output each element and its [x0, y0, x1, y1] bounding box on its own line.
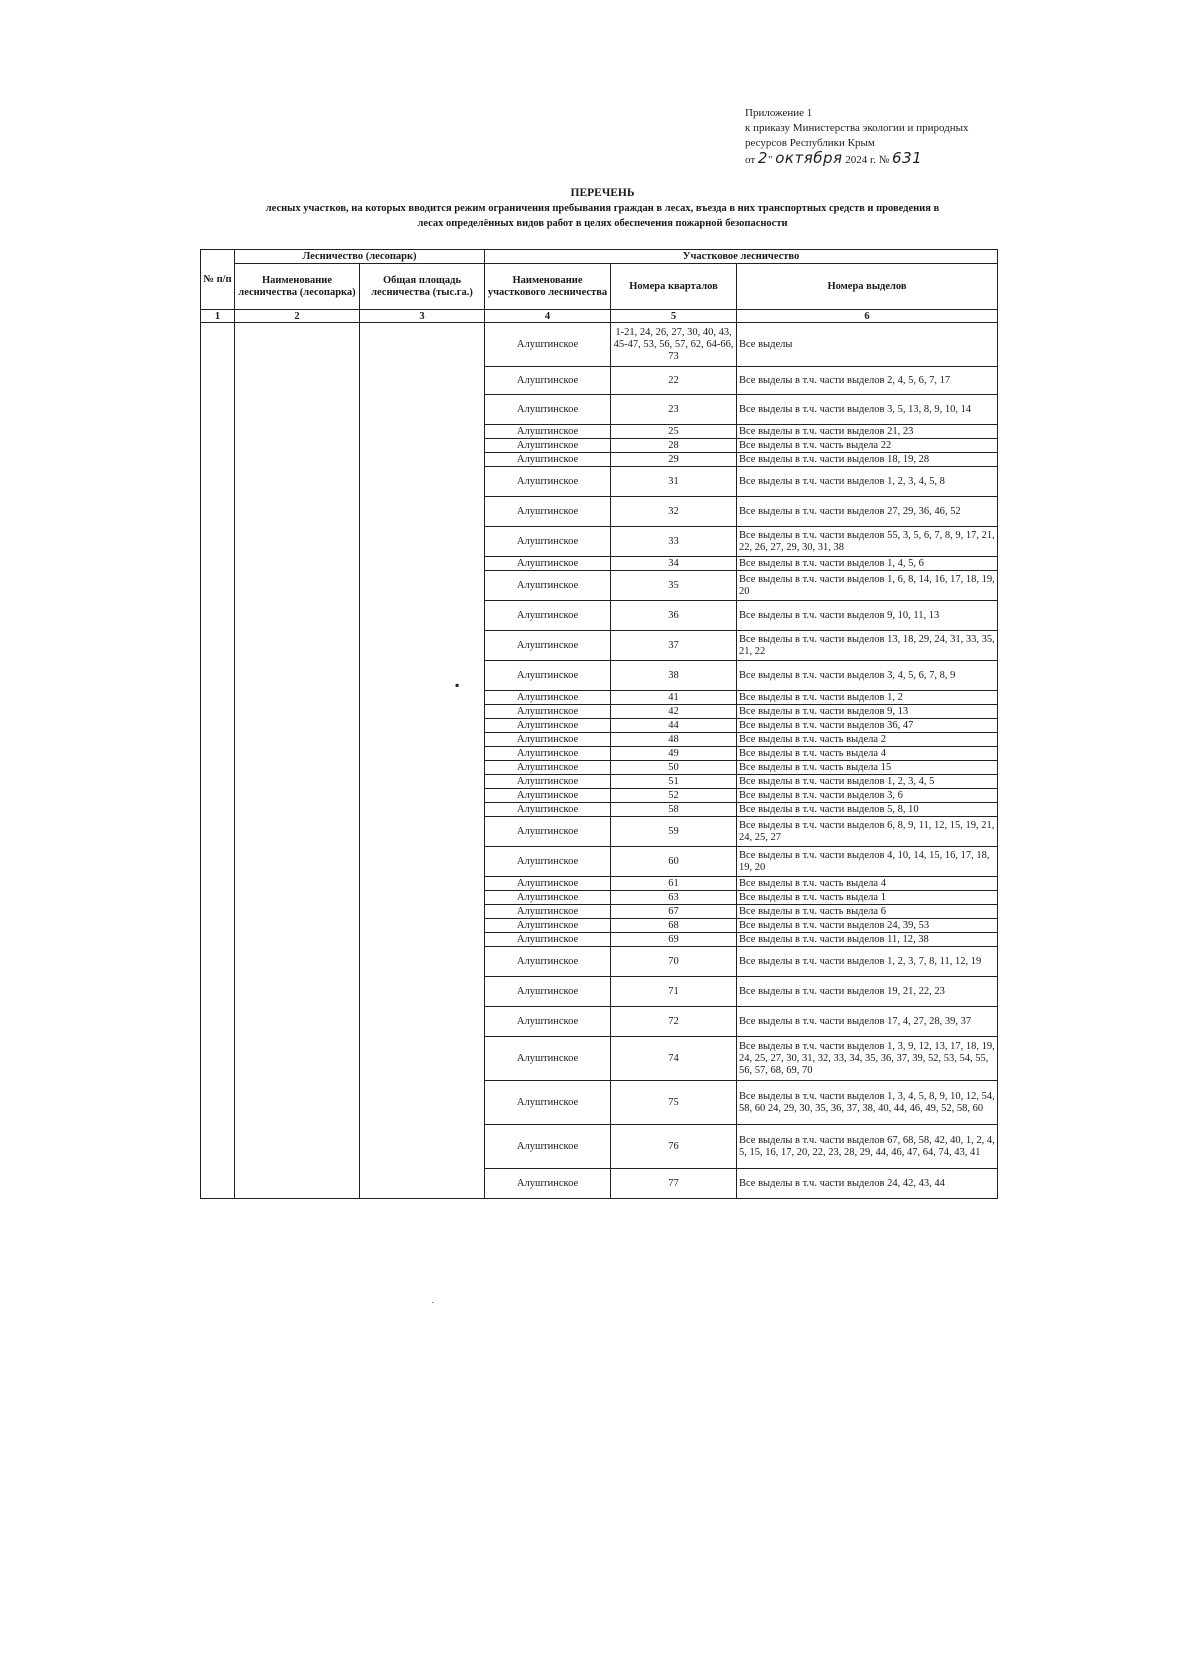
cell-quarter: 71: [611, 977, 737, 1007]
cell-plots: Все выделы в т.ч. часть выдела 15: [737, 761, 998, 775]
cell-plots: Все выделы в т.ч. части выделов 3, 5, 13, 8, 9, 10, 14: [737, 395, 998, 425]
cell-plots: Все выделы в т.ч. части выделов 36, 47: [737, 719, 998, 733]
col-number-6: 6: [737, 310, 998, 323]
title-heading: ПЕРЕЧЕНЬ: [570, 187, 635, 199]
cell-plots: Все выделы в т.ч. части выделов 6, 8, 9, 11, 12, 15, 19, 21, 24, 25, 27: [737, 817, 998, 847]
cell-district: Алуштинское: [485, 733, 611, 747]
cell-quarter: 32: [611, 497, 737, 527]
title-line-1: лесных участков, на которых вводится режим ограничения пребывания граждан в лесах, въезда в них транспортных средств и проведения в: [265, 203, 940, 214]
cell-district: Алуштинское: [485, 601, 611, 631]
cell-plots: Все выделы в т.ч. части выделов 1, 3, 4, 5, 8, 9, 10, 12, 54, 58, 60 24, 29, 30, 35, 36, 37, 38, 40, 44, 46, 49, 52, 58, 60: [737, 1081, 998, 1125]
cell-plots: Все выделы в т.ч. часть выдела 2: [737, 733, 998, 747]
cell-district: Алуштинское: [485, 691, 611, 705]
cell-district: Алуштинское: [485, 1037, 611, 1081]
cell-district: Алуштинское: [485, 425, 611, 439]
appendix-line-1: Приложение 1: [745, 107, 813, 119]
appendix-block: [745, 106, 1005, 168]
appendix-line-3: ресурсов Республики Крым: [745, 137, 875, 149]
cell-district: Алуштинское: [485, 817, 611, 847]
cell-plots: Все выделы в т.ч. части выделов 24, 42, 43, 44: [737, 1169, 998, 1199]
cell-district: Алуштинское: [485, 919, 611, 933]
cell-plots: Все выделы в т.ч. часть выдела 6: [737, 905, 998, 919]
cell-quarter: 50: [611, 761, 737, 775]
appendix-line-2: к приказу Министерства экологии и природных: [745, 122, 969, 134]
cell-plots: Все выделы в т.ч. части выделов 5, 8, 10: [737, 803, 998, 817]
cell-quarter: 48: [611, 733, 737, 747]
cell-plots: Все выделы в т.ч. части выделов 27, 29, 36, 46, 52: [737, 497, 998, 527]
cell-district: Алуштинское: [485, 761, 611, 775]
cell-quarter: 34: [611, 557, 737, 571]
cell-district: Алуштинское: [485, 977, 611, 1007]
header-forestry-name: Наименование лесничества (лесопарка): [235, 264, 360, 310]
cell-quarter: 36: [611, 601, 737, 631]
cell-plots: Все выделы: [737, 323, 998, 367]
cell-plots: Все выделы в т.ч. части выделов 9, 13: [737, 705, 998, 719]
cell-plots: Все выделы в т.ч. части выделов 67, 68, 58, 42, 40, 1, 2, 4, 5, 15, 16, 17, 20, 22, 23, 28, 29, 44, 46, 47, 64, 74, 43, 41: [737, 1125, 998, 1169]
cell-forestry-name: [235, 323, 360, 1199]
header-plots: Номера выделов: [737, 264, 998, 310]
cell-plots: Все выделы в т.ч. части выделов 1, 6, 8, 14, 16, 17, 18, 19, 20: [737, 571, 998, 601]
cell-district: Алуштинское: [485, 891, 611, 905]
cell-district: Алуштинское: [485, 775, 611, 789]
scan-speck: [432, 1302, 434, 1303]
cell-district: Алуштинское: [485, 847, 611, 877]
cell-plots: Все выделы в т.ч. части выделов 24, 39, 53: [737, 919, 998, 933]
col-number-4: 4: [485, 310, 611, 323]
cell-plots: Все выделы в т.ч. часть выдела 4: [737, 747, 998, 761]
cell-district: Алуштинское: [485, 323, 611, 367]
cell-quarter: 72: [611, 1007, 737, 1037]
cell-district: Алуштинское: [485, 1081, 611, 1125]
cell-quarter: 1-21, 24, 26, 27, 30, 40, 43, 45-47, 53, 56, 57, 62, 64-66, 73: [611, 323, 737, 367]
cell-district: Алуштинское: [485, 947, 611, 977]
header-district-group: Участковое лесничество: [485, 250, 998, 264]
cell-quarter: 33: [611, 527, 737, 557]
cell-district: Алуштинское: [485, 789, 611, 803]
cell-quarter: 58: [611, 803, 737, 817]
cell-quarter: 75: [611, 1081, 737, 1125]
cell-district: Алуштинское: [485, 571, 611, 601]
title-line-2: лесах определённых видов работ в целях обеспечения пожарной безопасности: [417, 218, 788, 229]
header-district-name: Наименование участкового лесничества: [485, 264, 611, 310]
cell-quarter: 61: [611, 877, 737, 891]
date-month: октября: [775, 149, 843, 167]
col-number-3: 3: [360, 310, 485, 323]
cell-plots: Все выделы в т.ч. части выделов 1, 2, 3, 7, 8, 11, 12, 19: [737, 947, 998, 977]
cell-district: Алуштинское: [485, 747, 611, 761]
cell-quarter: 63: [611, 891, 737, 905]
cell-district: Алуштинское: [485, 933, 611, 947]
header-area: Общая площадь лесничества (тыс.га.): [360, 264, 485, 310]
cell-district: Алуштинское: [485, 467, 611, 497]
cell-plots: Все выделы в т.ч. часть выдела 4: [737, 877, 998, 891]
cell-district: Алуштинское: [485, 877, 611, 891]
cell-plots: Все выделы в т.ч. часть выдела 1: [737, 891, 998, 905]
cell-district: Алуштинское: [485, 803, 611, 817]
cell-plots: Все выделы в т.ч. части выделов 1, 4, 5, 6: [737, 557, 998, 571]
cell-district: Алуштинское: [485, 439, 611, 453]
stray-mark: ▪: [455, 678, 460, 692]
cell-plots: Все выделы в т.ч. части выделов 13, 18, 29, 24, 31, 33, 35, 21, 22: [737, 631, 998, 661]
appendix-date-line: [745, 151, 1005, 168]
header-quarters: Номера кварталов: [611, 264, 737, 310]
header-forestry-group: Лесничество (лесопарк): [235, 250, 485, 264]
cell-plots: Все выделы в т.ч. части выделов 11, 12, 38: [737, 933, 998, 947]
cell-quarter: 49: [611, 747, 737, 761]
cell-plots: Все выделы в т.ч. части выделов 17, 4, 27, 28, 39, 37: [737, 1007, 998, 1037]
cell-district: Алуштинское: [485, 453, 611, 467]
cell-plots: Все выделы в т.ч. части выделов 2, 4, 5, 6, 7, 17: [737, 367, 998, 395]
cell-district: Алуштинское: [485, 1007, 611, 1037]
date-prefix: от: [745, 154, 756, 166]
cell-quarter: 37: [611, 631, 737, 661]
cell-quarter: 74: [611, 1037, 737, 1081]
cell-quarter: 29: [611, 453, 737, 467]
cell-district: Алуштинское: [485, 719, 611, 733]
table-row: [201, 323, 998, 367]
cell-district: Алуштинское: [485, 905, 611, 919]
cell-quarter: 42: [611, 705, 737, 719]
date-day: 2: [757, 149, 768, 167]
cell-plots: Все выделы в т.ч. части выделов 1, 2, 3, 4, 5: [737, 775, 998, 789]
cell-plots: Все выделы в т.ч. части выделов 1, 2: [737, 691, 998, 705]
table-body: [201, 323, 998, 1199]
cell-plots: Все выделы в т.ч. часть выдела 22: [737, 439, 998, 453]
col-number-1: 1: [201, 310, 235, 323]
cell-quarter: 23: [611, 395, 737, 425]
cell-district: Алуштинское: [485, 631, 611, 661]
col-number-2: 2: [235, 310, 360, 323]
cell-plots: Все выделы в т.ч. части выделов 4, 10, 14, 15, 16, 17, 18, 19, 20: [737, 847, 998, 877]
cell-district: Алуштинское: [485, 1169, 611, 1199]
cell-quarter: 28: [611, 439, 737, 453]
cell-plots: Все выделы в т.ч. части выделов 55, 3, 5, 6, 7, 8, 9, 17, 21, 22, 26, 27, 29, 30, 31, 38: [737, 527, 998, 557]
header-num: № п/п: [201, 250, 235, 310]
cell-district: Алуштинское: [485, 527, 611, 557]
cell-district: Алуштинское: [485, 557, 611, 571]
cell-quarter: 60: [611, 847, 737, 877]
cell-area: [360, 323, 485, 1199]
cell-quarter: 22: [611, 367, 737, 395]
cell-plots: Все выделы в т.ч. части выделов 9, 10, 11, 13: [737, 601, 998, 631]
cell-quarter: 25: [611, 425, 737, 439]
cell-quarter: 44: [611, 719, 737, 733]
cell-district: Алуштинское: [485, 497, 611, 527]
cell-quarter: 77: [611, 1169, 737, 1199]
cell-quarter: 41: [611, 691, 737, 705]
date-separator: ": [767, 154, 773, 166]
cell-quarter: 52: [611, 789, 737, 803]
cell-district: Алуштинское: [485, 1125, 611, 1169]
cell-quarter: 67: [611, 905, 737, 919]
cell-district: Алуштинское: [485, 661, 611, 691]
document-number: 631: [892, 149, 923, 167]
document-title: [205, 186, 1000, 231]
cell-plots: Все выделы в т.ч. части выделов 3, 4, 5, 6, 7, 8, 9: [737, 661, 998, 691]
cell-quarter: 70: [611, 947, 737, 977]
cell-plots: Все выделы в т.ч. части выделов 18, 19, 28: [737, 453, 998, 467]
cell-quarter: 31: [611, 467, 737, 497]
cell-plots: Все выделы в т.ч. части выделов 1, 2, 3, 4, 5, 8: [737, 467, 998, 497]
cell-plots: Все выделы в т.ч. части выделов 1, 3, 9, 12, 13, 17, 18, 19, 24, 25, 27, 30, 31, 32, 33, 34, 35, 36, 37, 39, 52, 53, 54, 55, 56, 57, 68, 69, 70: [737, 1037, 998, 1081]
cell-district: Алуштинское: [485, 395, 611, 425]
cell-quarter: 68: [611, 919, 737, 933]
cell-plots: Все выделы в т.ч. части выделов 21, 23: [737, 425, 998, 439]
cell-quarter: 35: [611, 571, 737, 601]
cell-quarter: 69: [611, 933, 737, 947]
cell-plots: Все выделы в т.ч. части выделов 3, 6: [737, 789, 998, 803]
col-number-5: 5: [611, 310, 737, 323]
cell-plots: Все выделы в т.ч. части выделов 19, 21, 22, 23: [737, 977, 998, 1007]
date-year: 2024 г. №: [845, 154, 890, 166]
cell-district: Алуштинское: [485, 367, 611, 395]
cell-district: Алуштинское: [485, 705, 611, 719]
cell-quarter: 51: [611, 775, 737, 789]
cell-quarter: 76: [611, 1125, 737, 1169]
cell-quarter: 59: [611, 817, 737, 847]
cell-quarter: 38: [611, 661, 737, 691]
cell-num: [201, 323, 235, 1199]
forest-plots-table: [200, 249, 998, 1199]
